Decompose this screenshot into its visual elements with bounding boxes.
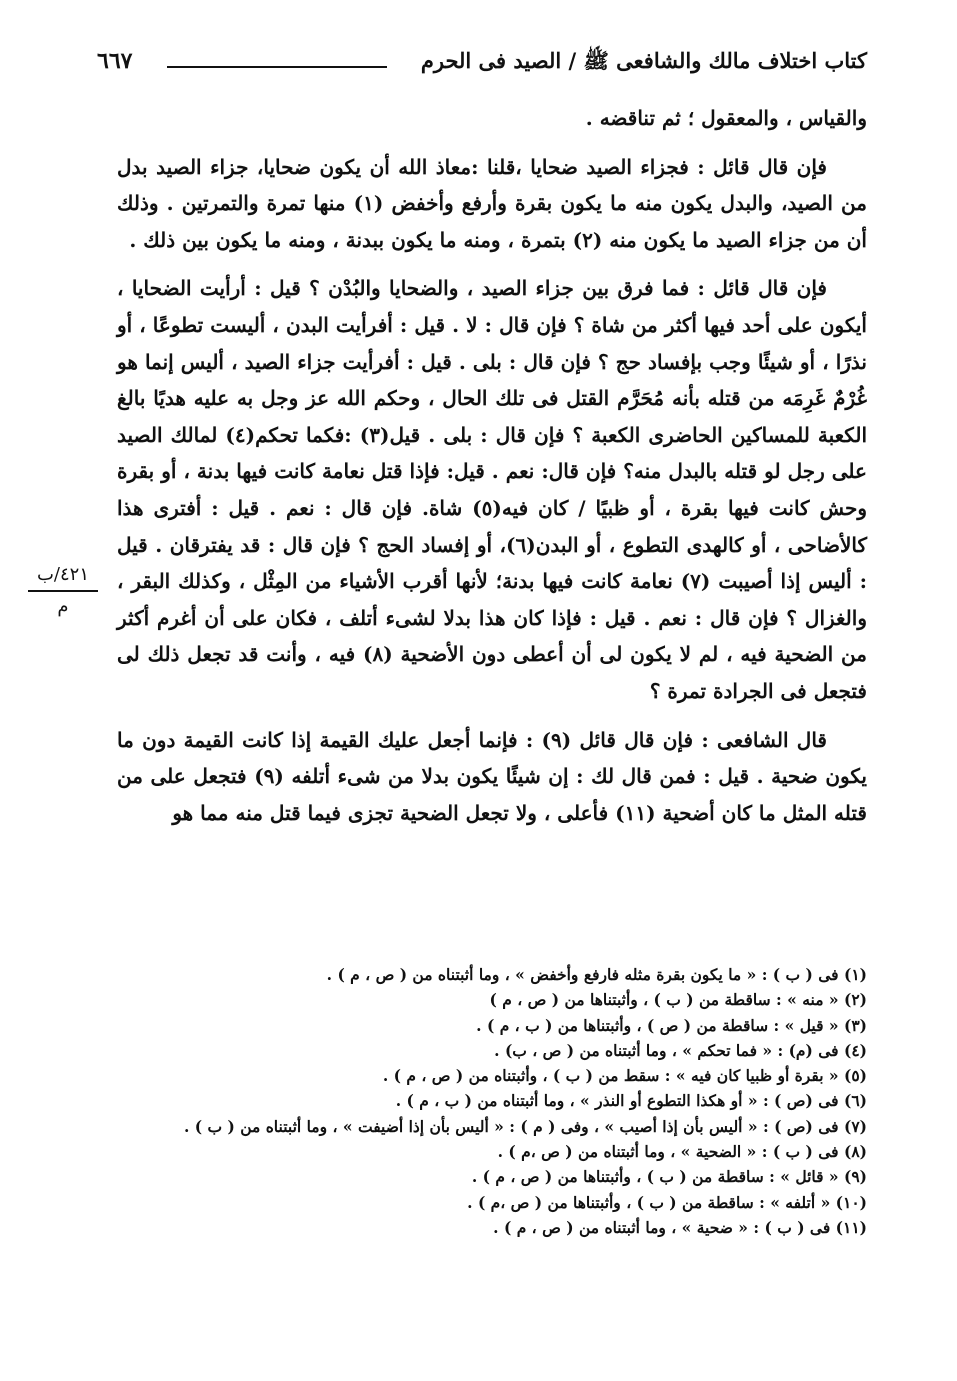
paragraph: والقياس ، والمعقول ؛ ثم تناقضه . xyxy=(585,106,867,130)
footnote: (٢) « منه » : ساقطة من ( ب ) ، وأثبتناها من ( ص ، م ) xyxy=(489,990,867,1010)
paragraph: فإن قال قائل : فما فرق بين جزاء الصيد ، والضحايا والبُدْن ؟ قيل : أرأيت الضحايا ، أيكون على أحد فيها أكثر من شاة ؟ فإن قال : لا . قيل : أفرأيت البدن ، أليست تطوعًا ، أو نذرًا ، أو شيئًا وجب بإفساد حج ؟ فإن قال : بلى . قيل : أفرأيت جزاء الصيد ، أليس إنما هو غُرْمٌ غَرِمَه من قتله بأنه مُحَرَّم القتل فى تلك الحال ، وحكم الله عز وجل به عليه هديًا بالغ الكعبة للمساكين الحاضرى الكعبة ؟ فإن قال : بلى . قيل(٣) :فكما تحكم(٤) لمالك الصيد على رجل لو قتله بالبدل منه؟ فإن قال: نعم . قيل: فإذا قتل نعامة كانت فيها بدنة ، أو بقرة وحش كانت فيها بقرة ، أو ظبيًا / كان فيه(٥) شاة. فإن قال : نعم . قيل : أفترى هذا كالأضاحى ، أو كالهدى التطوع ، أو البدن(٦)، أو إفساد الحج ؟ فإن قال : قد يفترقان . قيل : أليس إذا أصيبت (٧) نعامة كانت فيها بدنة؛ لأنها أقرب الأشياء من المِثْل ، وكذلك البقر ، والغزال ؟ فإن قال : نعم . قيل : فإذا كان هذا بدلا لشىء أتلف ، فكان على أن أغرم أكثر من الضحية فيه ، لم لا يكون لى أن أعطى دون الأضحية (٨) فيه ، وأنت قد تجعل ذلك لى فتجعل فى الجرادة تمرة ؟ xyxy=(117,276,868,703)
footnote: (١) فى ( ب ) : « ما يكون بقرة مثله فارفع وأخفض » ، وما أثبتناه من ( ص ، م ) . xyxy=(326,965,867,984)
footnote: (٩) « قائل » : ساقطة من ( ب ) ، وأثبتناها من ( ص ، م ) . xyxy=(471,1167,867,1187)
paragraph: فإن قال قائل : فجزاء الصيد ضحايا ،قلنا :معاذ الله أن يكون ضحايا، جزاء الصيد بدل من الصيد، والبدل يكون منه ما يكون بقرة وأرفع وأخفض (١) منها تمرة والتمرتين . وذلك أن من جزاء الصيد ما يكون منه (٢) بتمرة ، ومنه ما يكون ببدنة ، ومنه ما يكون بين ذلك . xyxy=(117,154,867,252)
main-text xyxy=(117,100,867,843)
footnote: (١١) فى ( ب ) : « ضحية » ، وما أثبتناه من ( ص ، م ) . xyxy=(493,1217,867,1237)
footnote: (٦) فى (ص ) : « أو هكذا التطوع أو النذر » ، وما أثبتناه من ( ب ، م ) . xyxy=(395,1091,867,1111)
margin-folio-rule xyxy=(28,590,98,592)
footnote: (٧) فى (ص ) : « أليس بأن إذا أصيب » ، وفى ( م ) : « أليس بأن إذا أضيفت » ، وما أثبتناه من ( ب ) . xyxy=(183,1116,867,1136)
margin-folio-bottom: م xyxy=(57,596,69,617)
footnote: (٤) فى (م) : « فما تحكم » ، وما أثبتناه من ( ص ، ب) . xyxy=(494,1040,867,1060)
page-number: ٦٦٧ xyxy=(97,48,133,74)
header-rule xyxy=(167,66,387,68)
margin-folio-note xyxy=(22,562,104,620)
header-title: كتاب اختلاف مالك والشافعى ﷺ / الصيد فى الحرم xyxy=(420,48,867,73)
footnote: (٥) « بقرة أو ظبيا كان فيه » : سقط من ( ب ) ، وأثبتناه من ( ص ، م ) . xyxy=(382,1066,867,1086)
running-header xyxy=(87,48,867,88)
footnote: (٨) فى ( ب ) : « الضحية » ، وما أثبتناه من ( ص ،م ) . xyxy=(497,1142,867,1162)
footnote: (١٠) « أتلفه » : ساقطة من ( ب ) ، وأثبتناها من ( ص ،م ) . xyxy=(467,1192,867,1212)
footnote: (٣) « قيل » : ساقطة من ( ص ) ، وأثبتناها من ( ب ، م ) . xyxy=(476,1015,867,1035)
margin-folio-top: ٤٢١/ب xyxy=(36,564,90,585)
paragraph: قال الشافعى : فإن قال قائل (٩) : فإنما أجعل عليك القيمة إذا كانت القيمة دون ما يكون ضحية . قيل : فمن قال لك : إن شيئًا يكون بدلا من شىء أتلفه (٩) فتجعل على من قتله المثل ما كان أضحية (١١) فأعلى ، ولا تجعل الضحية تجزى فيما قتل منه مما هو xyxy=(117,727,867,825)
footnotes xyxy=(147,962,867,1240)
